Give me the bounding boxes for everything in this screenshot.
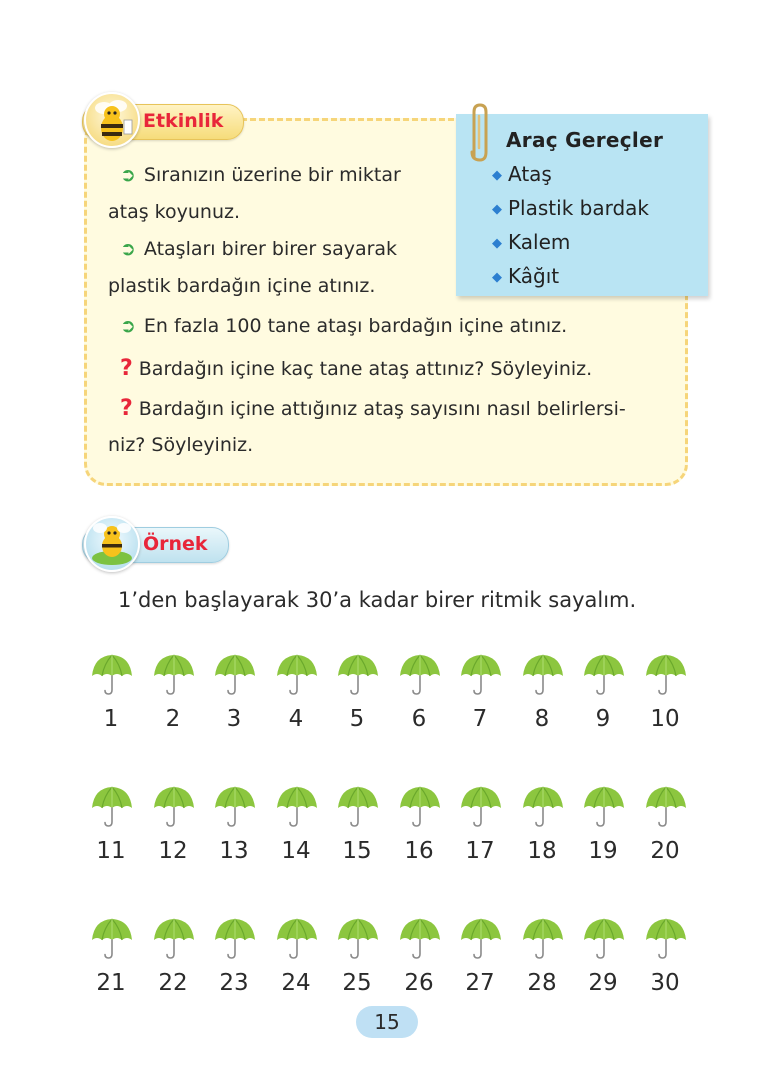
count-number: 13 — [219, 838, 249, 864]
counting-item — [148, 916, 198, 1006]
count-number: 22 — [158, 970, 188, 996]
activity-line-1: ➲ Sıranızın üzerine bir miktar — [120, 164, 401, 186]
counting-item — [640, 652, 690, 742]
bee-mascot-icon — [84, 516, 140, 572]
umbrella-icon — [90, 652, 134, 698]
count-number: 6 — [411, 706, 427, 732]
count-number: 12 — [158, 838, 188, 864]
counting-item — [394, 916, 444, 1006]
page-number: 15 — [356, 1006, 418, 1038]
materials-item: ◆ Plastik bardak — [492, 196, 649, 220]
diamond-bullet-icon: ◆ — [492, 168, 502, 183]
counting-item — [578, 784, 628, 874]
count-number: 20 — [650, 838, 680, 864]
umbrella-icon — [90, 916, 134, 962]
counting-item — [209, 784, 259, 874]
count-number: 18 — [527, 838, 557, 864]
count-number: 15 — [342, 838, 372, 864]
count-number: 19 — [588, 838, 618, 864]
counting-item — [455, 916, 505, 1006]
example-intro: 1’den başlayarak 30’a kadar birer ritmik sayalım. — [118, 588, 637, 612]
umbrella-icon — [459, 916, 503, 962]
arrow-icon: ➲ — [120, 238, 136, 260]
activity-line-7: ? Bardağın içine attığınız ataş sayısını nasıl belirlersi- — [120, 396, 626, 421]
umbrella-icon — [336, 652, 380, 698]
arrow-icon: ➲ — [120, 315, 136, 337]
umbrella-icon — [459, 784, 503, 830]
counting-item — [517, 916, 567, 1006]
counting-item — [86, 652, 136, 742]
count-number: 27 — [465, 970, 495, 996]
count-number: 29 — [588, 970, 618, 996]
umbrella-icon — [521, 784, 565, 830]
counting-item — [517, 652, 567, 742]
umbrella-icon — [398, 652, 442, 698]
activity-badge-label: Etkinlik — [143, 110, 224, 132]
diamond-bullet-icon: ◆ — [492, 202, 502, 217]
diamond-bullet-icon: ◆ — [492, 236, 502, 251]
count-number: 14 — [281, 838, 311, 864]
counting-item — [209, 652, 259, 742]
counting-item — [455, 784, 505, 874]
count-number: 11 — [96, 838, 126, 864]
counting-item — [332, 652, 382, 742]
count-number: 23 — [219, 970, 249, 996]
umbrella-icon — [152, 784, 196, 830]
paperclip-icon — [466, 102, 494, 166]
counting-item — [455, 652, 505, 742]
activity-line-3: ➲ Ataşları birer birer sayarak — [120, 238, 398, 260]
counting-item — [640, 784, 690, 874]
counting-item — [209, 916, 259, 1006]
umbrella-icon — [582, 784, 626, 830]
materials-item: ◆ Ataş — [492, 162, 552, 186]
umbrella-icon — [644, 916, 688, 962]
count-number: 30 — [650, 970, 680, 996]
count-number: 25 — [342, 970, 372, 996]
diamond-bullet-icon: ◆ — [492, 270, 502, 285]
count-number: 8 — [534, 706, 550, 732]
materials-item: ◆ Kalem — [492, 230, 571, 254]
count-number: 10 — [650, 706, 680, 732]
activity-line-4: plastik bardağın içine atınız. — [108, 275, 376, 297]
umbrella-icon — [336, 784, 380, 830]
activity-line-2: ataş koyunuz. — [108, 201, 241, 223]
activity-line-5: ➲ En fazla 100 tane ataşı bardağın içine atınız. — [120, 315, 568, 337]
umbrella-icon — [398, 916, 442, 962]
count-number: 5 — [349, 706, 365, 732]
counting-item — [148, 784, 198, 874]
umbrella-icon — [644, 652, 688, 698]
count-number: 21 — [96, 970, 126, 996]
count-number: 7 — [472, 706, 488, 732]
umbrella-icon — [213, 784, 257, 830]
umbrella-icon — [336, 916, 380, 962]
bee-mascot-icon — [84, 92, 140, 148]
materials-title: Araç Gereçler — [506, 128, 664, 152]
counting-item — [332, 784, 382, 874]
counting-item — [517, 784, 567, 874]
count-number: 9 — [595, 706, 611, 732]
umbrella-icon — [521, 916, 565, 962]
count-number: 4 — [288, 706, 304, 732]
umbrella-icon — [213, 652, 257, 698]
count-number: 2 — [165, 706, 181, 732]
counting-item — [578, 916, 628, 1006]
counting-item — [640, 916, 690, 1006]
umbrella-icon — [275, 784, 319, 830]
question-mark-icon: ? — [120, 396, 133, 421]
counting-item — [271, 784, 321, 874]
umbrella-icon — [90, 784, 134, 830]
umbrella-icon — [152, 652, 196, 698]
counting-item — [394, 652, 444, 742]
counting-item — [394, 784, 444, 874]
umbrella-icon — [582, 916, 626, 962]
umbrella-icon — [521, 652, 565, 698]
counting-item — [271, 652, 321, 742]
counting-item — [578, 652, 628, 742]
umbrella-icon — [398, 784, 442, 830]
example-badge-label: Örnek — [143, 533, 208, 555]
umbrella-icon — [582, 652, 626, 698]
umbrella-icon — [459, 652, 503, 698]
umbrella-icon — [275, 916, 319, 962]
activity-line-6: ? Bardağın içine kaç tane ataş attınız? Söyleyiniz. — [120, 356, 593, 381]
arrow-icon: ➲ — [120, 164, 136, 186]
count-number: 17 — [465, 838, 495, 864]
umbrella-icon — [644, 784, 688, 830]
question-mark-icon: ? — [120, 356, 133, 381]
counting-item — [332, 916, 382, 1006]
count-number: 24 — [281, 970, 311, 996]
umbrella-icon — [152, 916, 196, 962]
count-number: 28 — [527, 970, 557, 996]
materials-item: ◆ Kâğıt — [492, 264, 560, 288]
count-number: 3 — [226, 706, 242, 732]
umbrella-icon — [213, 916, 257, 962]
counting-item — [86, 916, 136, 1006]
count-number: 1 — [103, 706, 119, 732]
count-number: 16 — [404, 838, 434, 864]
counting-item — [86, 784, 136, 874]
counting-item — [271, 916, 321, 1006]
count-number: 26 — [404, 970, 434, 996]
counting-item — [148, 652, 198, 742]
activity-line-8: niz? Söyleyiniz. — [108, 434, 254, 456]
umbrella-icon — [275, 652, 319, 698]
